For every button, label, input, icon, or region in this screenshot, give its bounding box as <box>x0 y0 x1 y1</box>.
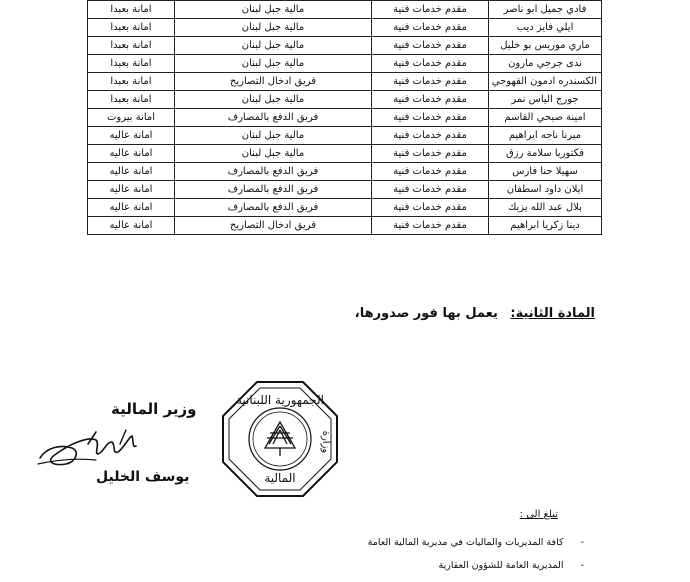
notify-list <box>368 536 584 582</box>
cell-position: مقدم خدمات فنية <box>372 37 489 55</box>
seal-side-text: وزارة <box>320 430 331 454</box>
cell-name: جورج الياس نمر <box>489 91 602 109</box>
notify-dash: - <box>580 560 584 571</box>
cell-position: مقدم خدمات فنية <box>372 1 489 19</box>
cell-location: امانة بعبدا <box>88 73 175 91</box>
cell-location: امانة عاليه <box>88 145 175 163</box>
notify-item-text: كافة المديريات والماليات في مديرية المالية العامة <box>367 537 564 548</box>
notify-item <box>368 536 584 559</box>
cell-department: مالية جبل لبنان <box>175 91 372 109</box>
cell-department: مالية جبل لبنان <box>175 37 372 55</box>
cell-name: دينا زكريا ابراهيم <box>489 217 602 235</box>
article-text: يعمل بها فور صدورها، <box>354 306 498 321</box>
cell-name: ايلان داود اسطفان <box>489 181 602 199</box>
cell-department: فريق الدفع بالمصارف <box>175 109 372 127</box>
minister-title: وزير المالية <box>111 400 197 418</box>
table-row <box>88 163 602 181</box>
cell-position: مقدم خدمات فنية <box>372 73 489 91</box>
ministry-seal <box>219 378 341 500</box>
cell-name: ايلي فايز ديب <box>489 19 602 37</box>
cell-department: فريق ادخال التصاريح <box>175 73 372 91</box>
table-row <box>88 73 602 91</box>
table-row <box>88 55 602 73</box>
cell-department: مالية جبل لبنان <box>175 145 372 163</box>
cell-department: فريق الدفع بالمصارف <box>175 181 372 199</box>
table-row <box>88 217 602 235</box>
cell-position: مقدم خدمات فنية <box>372 91 489 109</box>
cell-location: امانة عاليه <box>88 181 175 199</box>
cell-position: مقدم خدمات فنية <box>372 127 489 145</box>
cell-name: سهيلا حنا فارس <box>489 163 602 181</box>
cell-location: امانة بعبدا <box>88 19 175 37</box>
cell-name: ندى جرجي مارون <box>489 55 602 73</box>
cell-position: مقدم خدمات فنية <box>372 19 489 37</box>
cell-department: فريق ادخال التصاريح <box>175 217 372 235</box>
table-row <box>88 91 602 109</box>
cell-name: فادي جميل ابو ناصر <box>489 1 602 19</box>
cell-department: فريق الدفع بالمصارف <box>175 163 372 181</box>
cell-position: مقدم خدمات فنية <box>372 199 489 217</box>
cell-name: ميرنا ناجه ابراهيم <box>489 127 602 145</box>
cell-position: مقدم خدمات فنية <box>372 145 489 163</box>
table-row <box>88 127 602 145</box>
cell-position: مقدم خدمات فنية <box>372 217 489 235</box>
cell-location: امانة عاليه <box>88 163 175 181</box>
notify-dash: - <box>580 537 584 548</box>
cedar-emblem <box>265 422 295 456</box>
cell-department: مالية جبل لبنان <box>175 127 372 145</box>
cell-position: مقدم خدمات فنية <box>372 163 489 181</box>
cell-department: مالية جبل لبنان <box>175 1 372 19</box>
seal-top-text: الجمهورية اللبنانية <box>235 393 325 407</box>
cell-position: مقدم خدمات فنية <box>372 109 489 127</box>
table-row <box>88 37 602 55</box>
article-two <box>355 306 595 321</box>
table-row <box>88 1 602 19</box>
cell-position: مقدم خدمات فنية <box>372 55 489 73</box>
cell-location: امانة عاليه <box>88 199 175 217</box>
cell-department: فريق الدفع بالمصارف <box>175 199 372 217</box>
staff-table-body <box>88 1 602 235</box>
minister-name: يوسف الخليل <box>96 469 190 485</box>
cell-location: امانة بيروت <box>88 109 175 127</box>
cell-position: مقدم خدمات فنية <box>372 181 489 199</box>
cell-location: امانة بعبدا <box>88 1 175 19</box>
table-row <box>88 19 602 37</box>
signature-image <box>36 424 151 472</box>
cell-department: مالية جبل لبنان <box>175 55 372 73</box>
cell-location: امانة بعبدا <box>88 37 175 55</box>
table-row <box>88 145 602 163</box>
notify-heading: تبلغ الى : <box>519 509 558 520</box>
cell-name: الكسندره ادمون القهوجي <box>489 73 602 91</box>
cell-name: فكتوريا سلامة رزق <box>489 145 602 163</box>
cell-location: امانة عاليه <box>88 127 175 145</box>
cell-location: امانة عاليه <box>88 217 175 235</box>
article-heading: المادة الثانية: <box>510 306 595 321</box>
cell-location: امانة بعبدا <box>88 91 175 109</box>
cell-name: امينة صبحي القاسم <box>489 109 602 127</box>
staff-table <box>87 0 602 235</box>
seal-bottom-text: المالية <box>264 471 296 485</box>
notify-item-text: المديرية العامة للشؤون العقارية <box>438 560 564 571</box>
cell-location: امانة بعبدا <box>88 55 175 73</box>
cell-department: مالية جبل لبنان <box>175 19 372 37</box>
cell-name: بلال عبد الله يزبك <box>489 199 602 217</box>
cell-name: ماري موريس بو خليل <box>489 37 602 55</box>
table-row <box>88 109 602 127</box>
table-row <box>88 199 602 217</box>
notify-item <box>368 559 584 582</box>
table-row <box>88 181 602 199</box>
